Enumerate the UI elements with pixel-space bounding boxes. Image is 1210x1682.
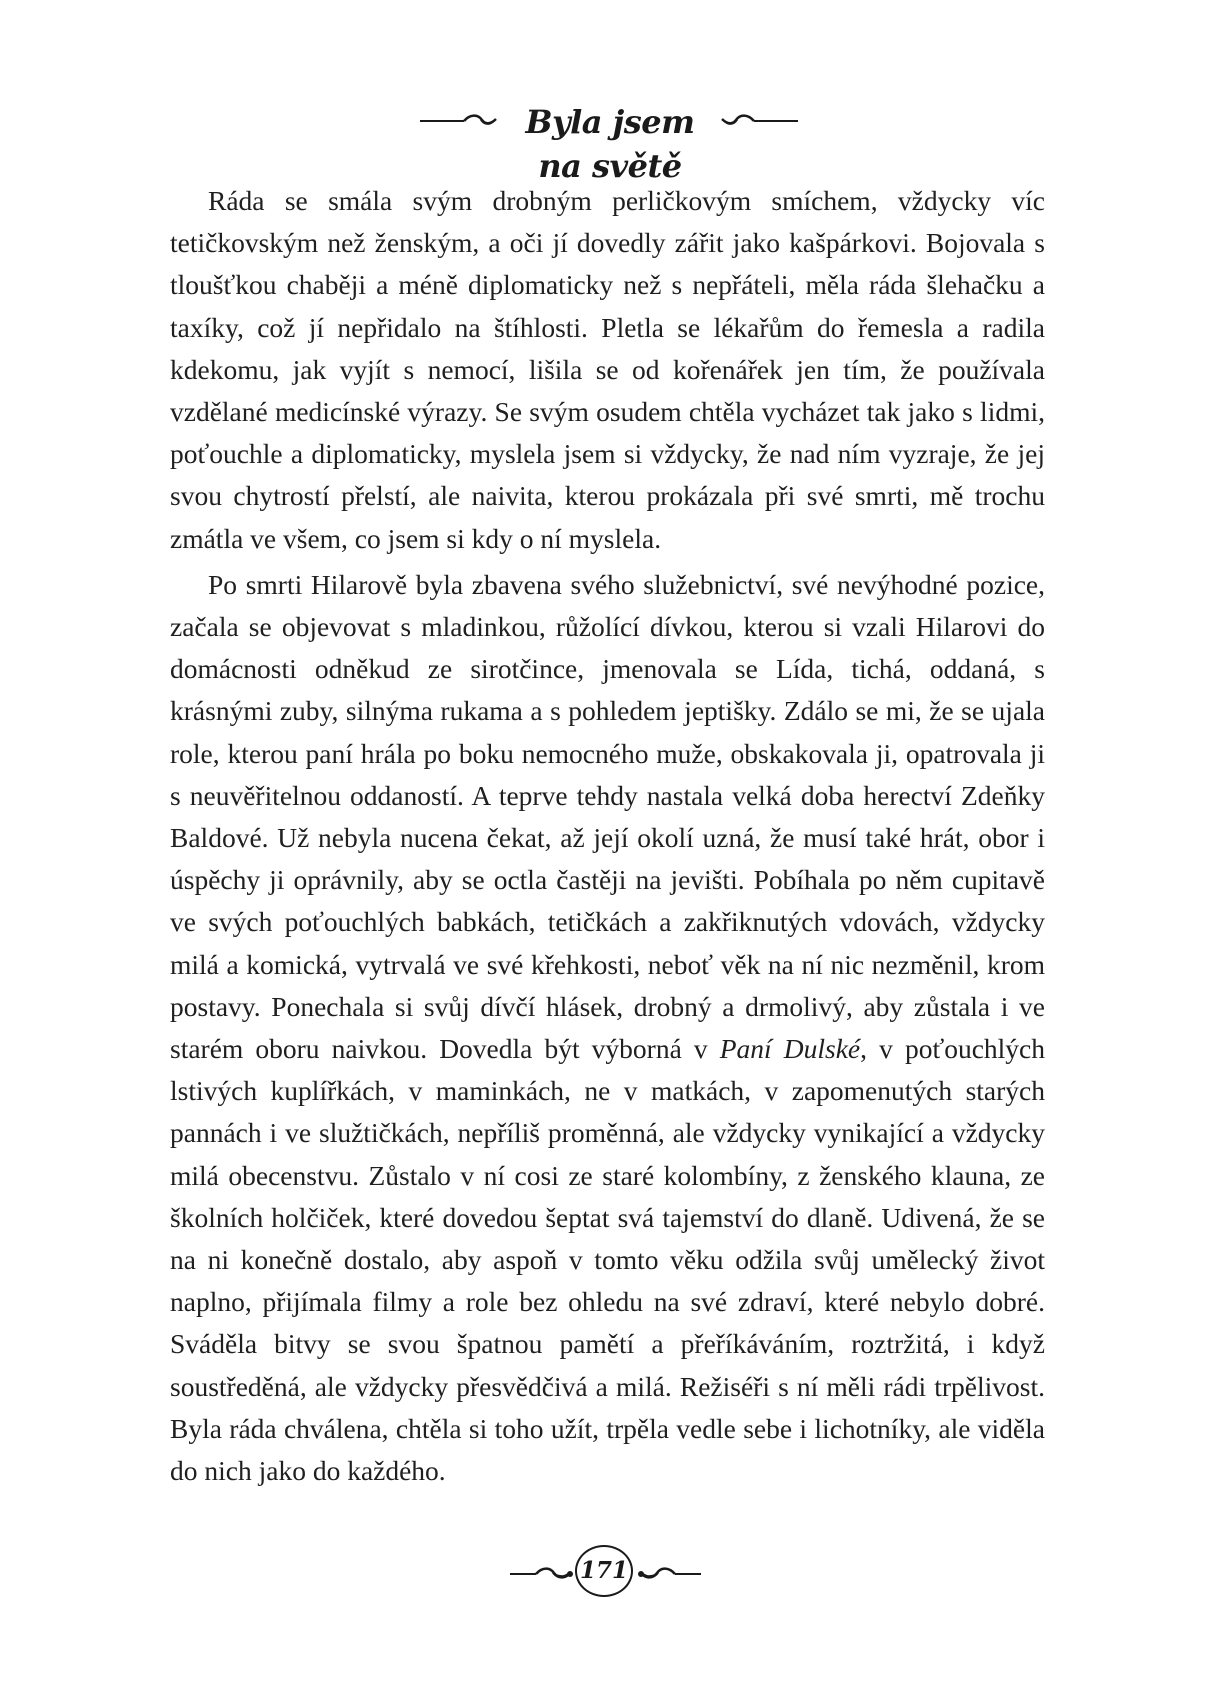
- paragraph: [170, 180, 1045, 560]
- body-text: [170, 180, 1045, 1496]
- play-title: Paní Dulské: [719, 1033, 861, 1065]
- header-title: Byla jsem na světě: [525, 103, 695, 185]
- paragraph-2-text-end: , v poťouchlých lstivých kuplířkách, v maminkách, ne v matkách, v zapomenutých starých pannách i ve služtičkách, nepříliš proměnná, ale vždycky vynikající a vždycky milá obecenstvu. Zůstalo v ní cosi ze staré kolombíny, z ženského klauna, ze školních holčiček, které dovedou šeptat svá tajemství do dlaně. Udivená, že se na ni konečně dostalo, aby aspoň v tomto věku odžila svůj umělecký život naplno, přijímala filmy a role bez ohledu na své zdraví, které nebylo dobré. Sváděla bitvy se svou špatnou pamětí a přeříkáváním, roztržitá, i když soustředěná, ale vždycky přesvědčivá a milá. Režiséři s ní měli rádi trpělivost. Byla ráda chválena, chtěla si toho užít, trpěla vedle sebe i lichotníky, ale viděla do nich jako do každého.: [170, 1033, 1045, 1487]
- paragraph-1-text: Ráda se smála svým drobným perličkovým smíchem, vždycky víc tetičkovským než ženským, a oči jí dovedly zářit jako kašpárkovi. Bojovala s tloušťkou chaběji a méně diplomaticky než s nepřáteli, měla ráda šlehačku a taxíky, což jí nepřidalo na štíhlosti. Pletla se lékařům do řemesla a radila kdekomu, jak vyjít s nemocí, lišila se od kořenářek jen tím, že používala vzdělané medicínské výrazy. Se svým osudem chtěla vycházet tak jako s lidmi, poťouchle a diplomaticky, myslela jsem si vždycky, že nad ním vyzraje, že jej svou chytrostí přelstí, ale naivita, kterou prokázala při své smrti, mě trochu zmátla ve všem, co jsem si kdy o ní myslela.: [170, 185, 1045, 554]
- page-footer: [0, 1538, 1210, 1608]
- paragraph-2-text-start: Po smrti Hilarově byla zbavena svého služebnictví, své nevýhodné pozice, začala se objevovat s mladinkou, růžolící dívkou, kterou si vzali Hilarovi do domácnosti odněkud ze sirotčince, jmenovala se Lída, tichá, oddaná, s krásnými zuby, silnýma rukama a s pohledem jeptišky. Zdálo se mi, že se ujala role, kterou paní hrála po boku nemocného muže, obskakovala ji, opatrovala ji s neuvěřitelnou oddaností. A teprve tehdy nastala velká doba herectví Zdeňky Baldové. Už nebyla nucena čekat, až její okolí uzná, že musí také hrát, obor i úspěchy ji oprávnily, aby se octla častěji na jevišti. Pobíhala po něm cupitavě ve svých poťouchlých babkách, tetičkách a zakřiknutých vdovách, vždycky milá a komická, vytrvalá ve své křehkosti, neboť věk na ní nic nezměnil, krom postavy. Ponechala si svůj dívčí hlásek, drobný a drmolivý, aby zůstala i ve starém oboru naivkou. Dovedla být výborná v: [170, 568, 1045, 1065]
- header-left-ornament-icon: [420, 110, 498, 132]
- page-number: 171: [575, 1545, 633, 1597]
- footer-left-ornament-icon: [510, 1564, 574, 1584]
- header-right-ornament-icon: [720, 110, 798, 132]
- paragraph: [170, 564, 1045, 1492]
- footer-right-ornament-icon: [637, 1564, 701, 1584]
- running-header: [0, 100, 1210, 185]
